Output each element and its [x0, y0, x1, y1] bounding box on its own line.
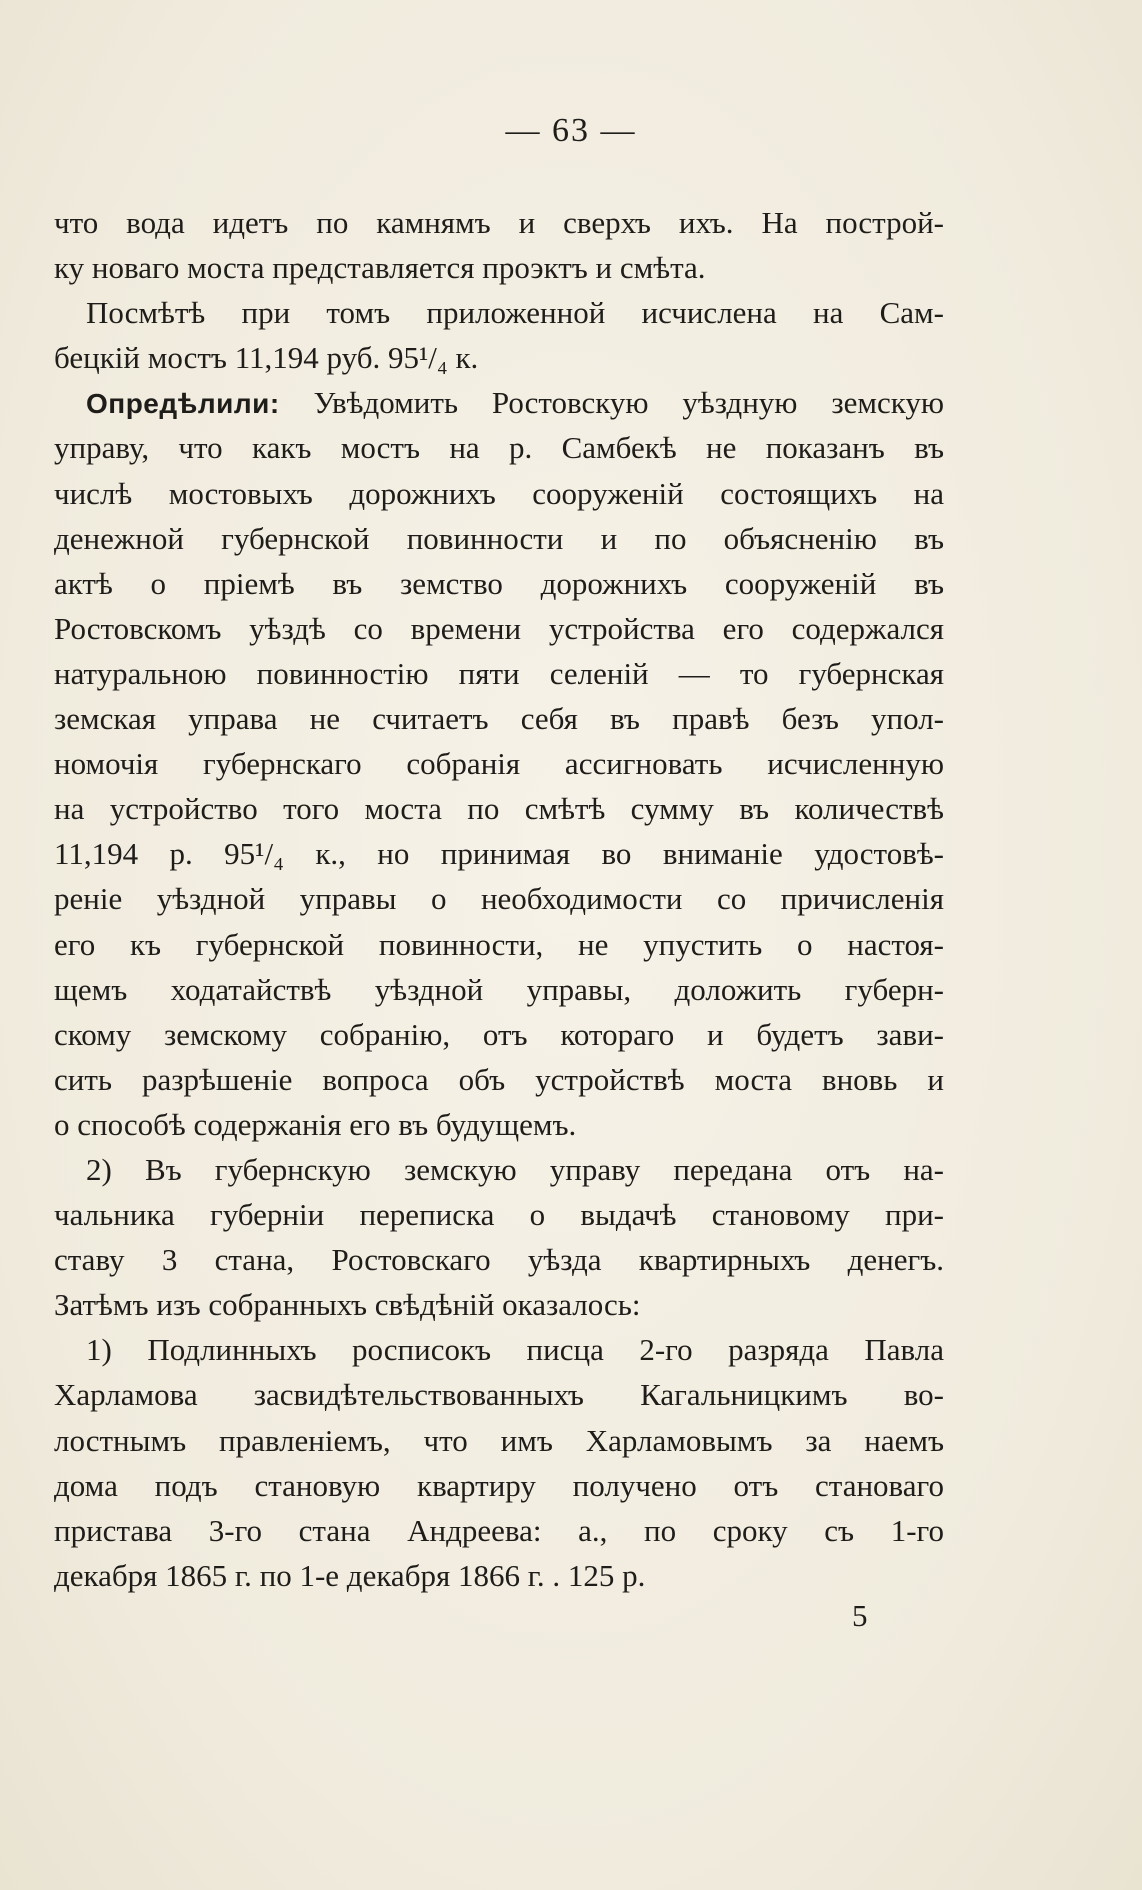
line-text: бецкій мостъ 11,194 руб. 95¹/₄ к. [54, 340, 479, 376]
text-line [54, 1508, 944, 1553]
line-text: земская управа не считаетъ себя въ правѣ безъ упол- [54, 701, 944, 737]
line-text: актѣ о пріемѣ въ земство дорожнихъ сооруженій въ [54, 565, 944, 601]
line-text: чальника губерніи переписка о выдачѣ становому при- [54, 1197, 944, 1233]
line-text: 1) Подлинныхъ росписокъ писца 2-го разряда Павла [86, 1332, 944, 1368]
text-line [54, 1192, 944, 1237]
line-text: управу, что какъ мостъ на р. Самбекѣ не показанъ въ [54, 430, 944, 466]
line-text: дома подъ становую квартиру получено отъ становаго [54, 1467, 944, 1503]
text-line [54, 335, 944, 380]
text-line [54, 876, 944, 921]
line-text: пристава 3-го стана Андреева: а., по сроку съ 1-го [54, 1512, 944, 1548]
line-text: сить разрѣшеніе вопроса объ устройствѣ моста вновь и [54, 1061, 944, 1097]
line-text: о способѣ содержанія его въ будущемъ. [54, 1106, 577, 1142]
text-line [54, 561, 944, 606]
text-line [54, 425, 944, 470]
line-text: 11,194 р. 95¹/₄ к., но принимая во вниманіе удостовѣ- [54, 836, 944, 872]
line-text: Затѣмъ изъ собранныхъ свѣдѣній оказалось: [54, 1287, 641, 1323]
text-line [54, 1372, 944, 1417]
line-text: лостнымъ правленіемъ, что имъ Харламовымъ за наемъ [54, 1422, 944, 1458]
line-text: Увѣдомить Ростовскую уѣздную земскую [279, 385, 944, 421]
line-text: что вода идетъ по камнямъ и сверхъ ихъ. На построй- [54, 205, 944, 240]
page-number: — 63 — [505, 112, 637, 149]
line-text: Харламова засвидѣтельствованныхъ Кагальницкимъ во- [54, 1377, 944, 1413]
text-line [54, 651, 944, 696]
line-text: Посмѣтѣ при томъ приложенной исчислена на Сам- [86, 295, 944, 331]
text-line [54, 1327, 944, 1372]
line-text: на устройство того моста по смѣтѣ сумму въ количествѣ [54, 791, 944, 827]
text-line [54, 1147, 944, 1192]
text-line [54, 290, 944, 335]
text-line [54, 967, 944, 1012]
text-line [54, 1012, 944, 1057]
line-text: декабря 1865 г. по 1-е декабря 1866 г. . 125 р. [54, 1557, 646, 1593]
line-text: скому земскому собранію, отъ котораго и будетъ зави- [54, 1016, 944, 1052]
text-line [54, 786, 944, 831]
text-line [54, 606, 944, 651]
text-line [54, 516, 944, 561]
line-text: номочія губернскаго собранія ассигновать исчисленную [54, 746, 944, 782]
text-line [54, 696, 944, 741]
text-line [54, 1418, 944, 1463]
text-line [54, 471, 944, 516]
text-line [54, 1057, 944, 1102]
line-text: натуральною повинностію пяти селеній — то губернская [54, 655, 944, 691]
line-text: ку новаго моста представляется проэктъ и смѣта. [54, 250, 706, 286]
line-text: денежной губернской повинности и по объясненію въ [54, 520, 944, 556]
text-line [54, 245, 944, 290]
resolution-heading: Опредѣлили: [86, 388, 280, 420]
text-line [54, 1102, 944, 1147]
text-line [54, 741, 944, 786]
line-text: числѣ мостовыхъ дорожнихъ сооруженій состоящихъ на [54, 475, 944, 511]
line-text: реніе уѣздной управы о необходимости со причисленія [54, 881, 944, 917]
text-line [54, 922, 944, 967]
signature-mark: 5 [852, 1598, 868, 1633]
text-line [54, 200, 944, 245]
line-text: ставу 3 стана, Ростовскаго уѣзда квартирныхъ денегъ. [54, 1242, 944, 1278]
line-text: щемъ ходатайствѣ уѣздной управы, доложить губерн- [54, 971, 944, 1007]
text-line [54, 380, 944, 425]
text-line [54, 1237, 944, 1282]
text-line [54, 831, 944, 876]
line-text: его къ губернской повинности, не упустить о настоя- [54, 926, 944, 962]
line-text: Ростовскомъ уѣздѣ со времени устройства его содержался [54, 610, 944, 646]
text-line [54, 1553, 944, 1598]
text-line [54, 1282, 944, 1327]
text-line [54, 1463, 944, 1508]
line-text: 2) Въ губернскую земскую управу передана отъ на- [86, 1151, 944, 1187]
body-text [54, 200, 944, 1598]
